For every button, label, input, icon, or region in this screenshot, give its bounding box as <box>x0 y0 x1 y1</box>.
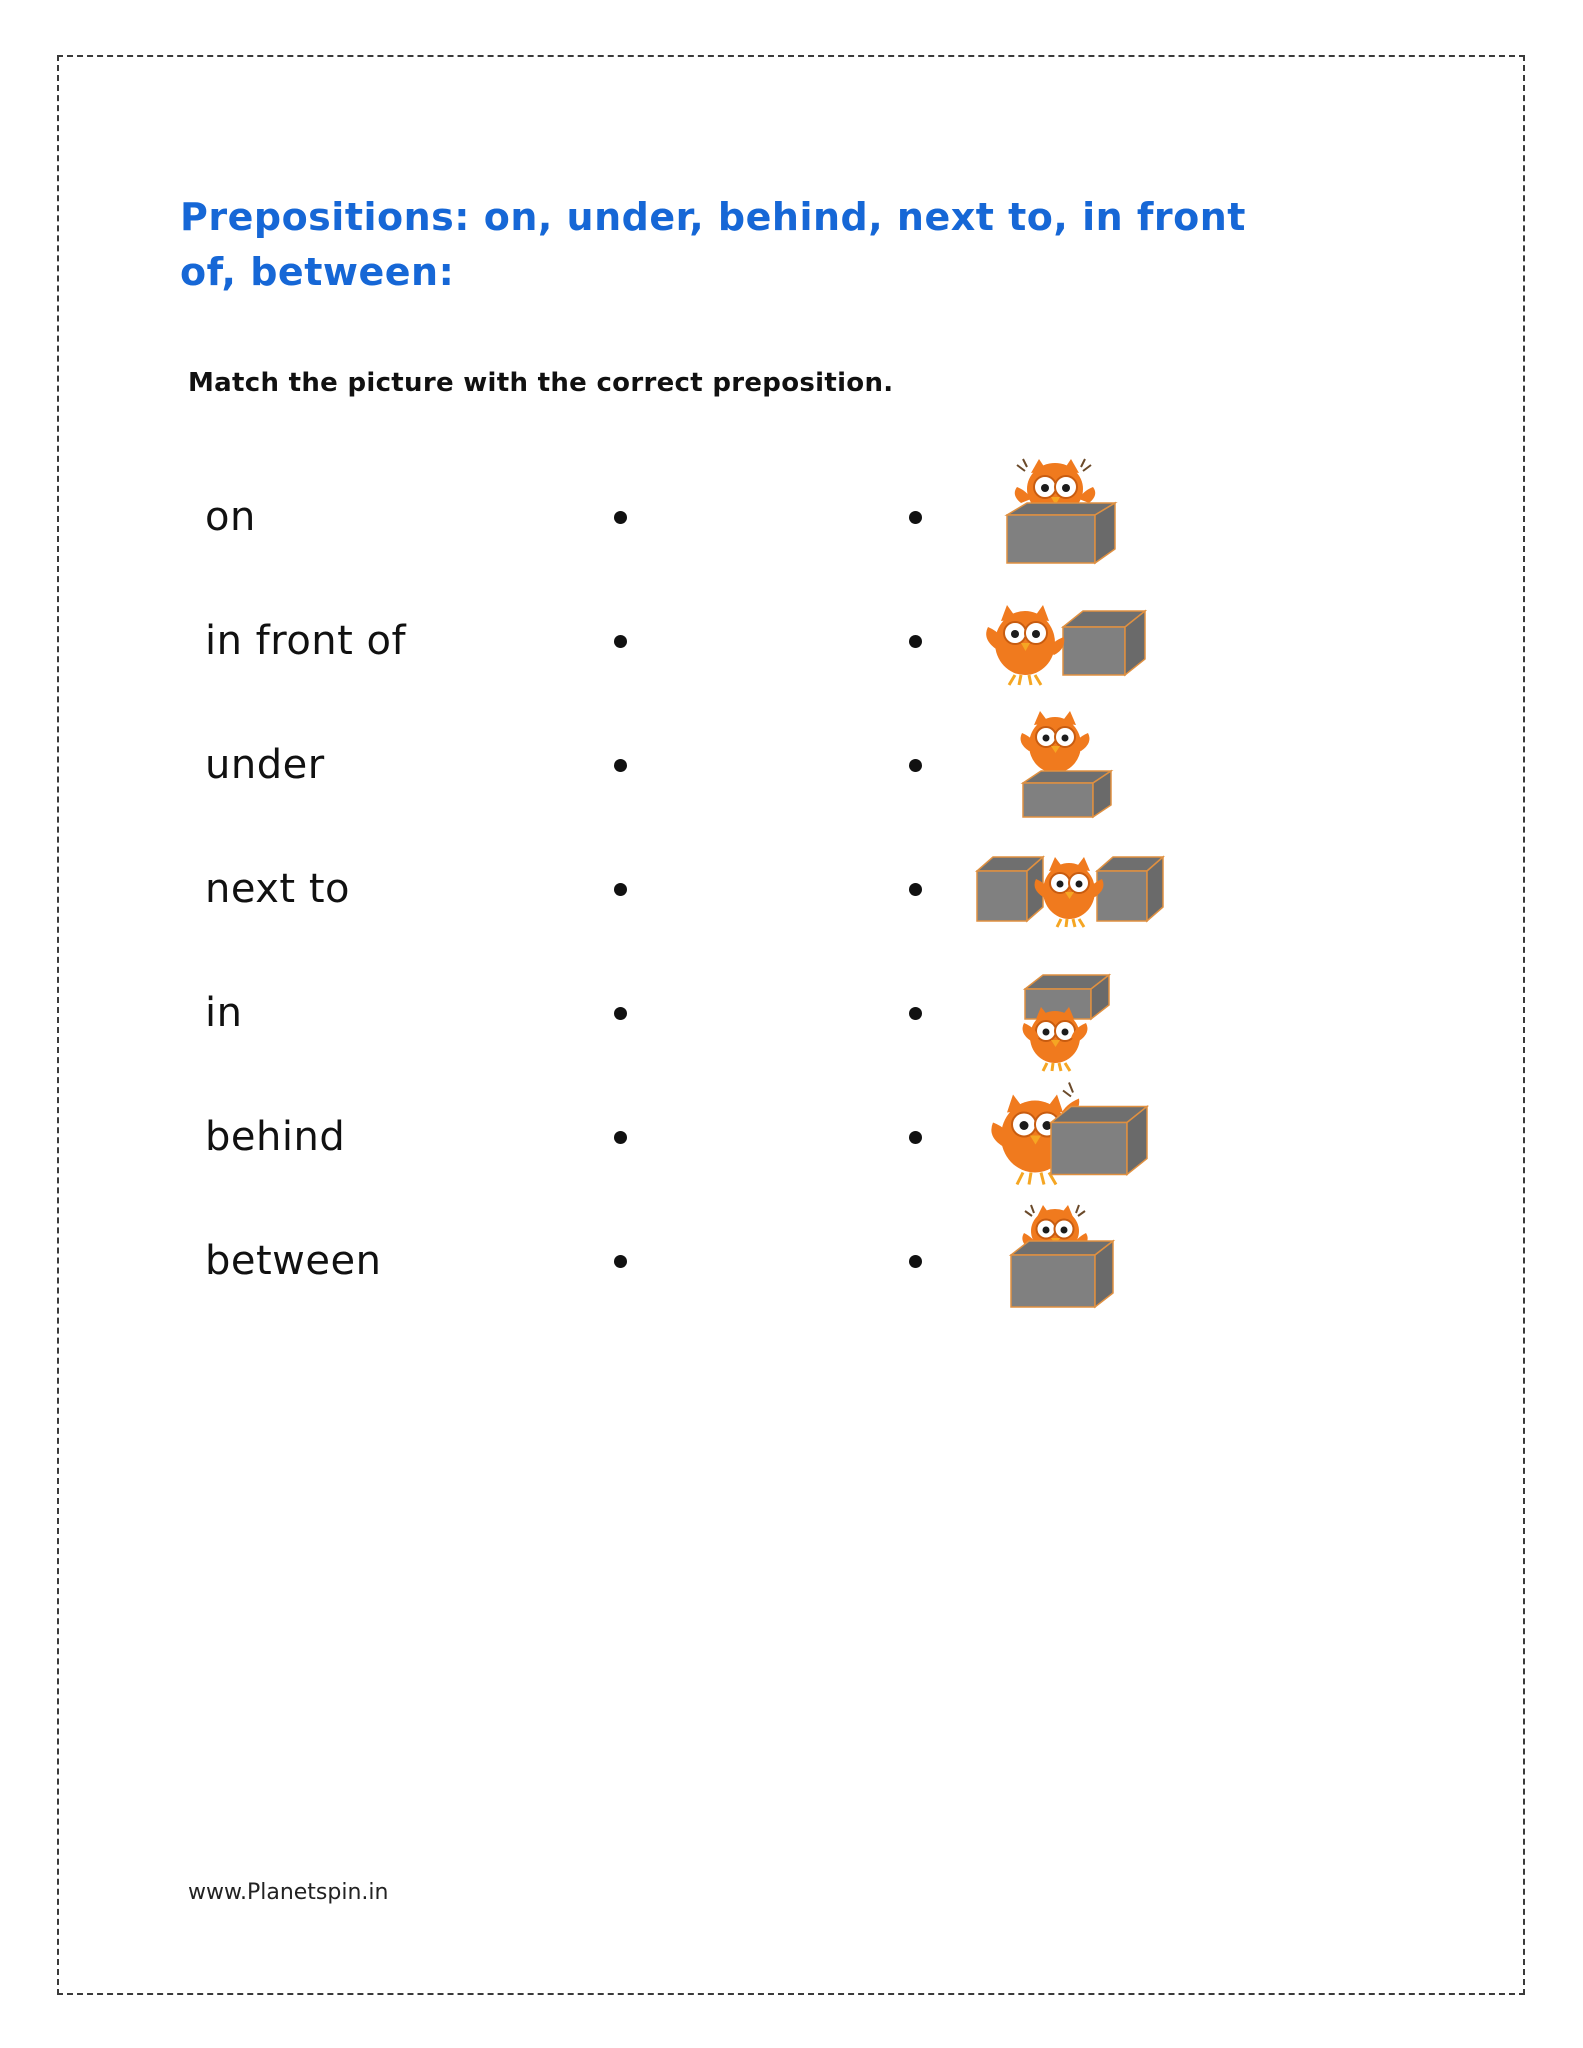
preposition-word: in <box>205 990 243 1036</box>
picture-owl-under-box <box>955 951 1235 1075</box>
match-dot-right[interactable] <box>875 511 955 524</box>
dot-icon <box>614 759 627 772</box>
owl-between-two-boxes-icon <box>955 829 1185 949</box>
match-dot-left[interactable] <box>580 635 660 648</box>
instruction-text: Match the picture with the correct preposition. <box>188 368 894 398</box>
dot-icon <box>614 635 627 648</box>
dot-icon <box>614 1131 627 1144</box>
preposition-word: behind <box>205 1114 346 1160</box>
match-dot-left[interactable] <box>580 1131 660 1144</box>
dot-icon <box>909 1007 922 1020</box>
owl-standing-on-box-icon <box>955 705 1155 825</box>
match-dot-right[interactable] <box>875 635 955 648</box>
dot-icon <box>614 1007 627 1020</box>
picture-owl-in-front-of-box <box>955 579 1235 703</box>
picture-owl-behind-box <box>955 1075 1235 1199</box>
dot-icon <box>909 1131 922 1144</box>
match-dot-left[interactable] <box>580 511 660 524</box>
match-row <box>180 951 1300 1075</box>
dot-icon <box>909 883 922 896</box>
page-title: Prepositions: on, under, behind, next to, in front of, between: <box>180 195 1246 295</box>
match-dot-right[interactable] <box>875 759 955 772</box>
picture-owl-inside-box-peeking <box>955 455 1235 579</box>
match-row <box>180 1199 1300 1323</box>
match-dot-left[interactable] <box>580 883 660 896</box>
match-row <box>180 1075 1300 1199</box>
preposition-word: in front of <box>205 618 407 664</box>
dot-icon <box>614 1255 627 1268</box>
match-row <box>180 455 1300 579</box>
preposition-word: on <box>205 494 256 540</box>
owl-behind-box-icon <box>955 1075 1170 1200</box>
dot-icon <box>909 511 922 524</box>
owl-in-box-icon <box>955 1201 1155 1321</box>
footer-url[interactable]: www.Planetspin.in <box>188 1880 389 1905</box>
match-dot-right[interactable] <box>875 1255 955 1268</box>
picture-owl-between-two-boxes <box>955 827 1235 951</box>
match-row <box>180 703 1300 827</box>
owl-in-front-of-box-icon <box>955 581 1165 701</box>
matching-exercise <box>180 455 1300 1655</box>
owl-inside-box-peeking-icon <box>955 457 1155 577</box>
match-dot-left[interactable] <box>580 759 660 772</box>
dot-icon <box>614 511 627 524</box>
match-dot-right[interactable] <box>875 883 955 896</box>
preposition-word: under <box>205 742 325 788</box>
dot-icon <box>909 1255 922 1268</box>
dot-icon <box>614 883 627 896</box>
dot-icon <box>909 759 922 772</box>
match-dot-right[interactable] <box>875 1007 955 1020</box>
preposition-word: between <box>205 1238 382 1284</box>
match-row <box>180 827 1300 951</box>
match-dot-left[interactable] <box>580 1007 660 1020</box>
match-dot-left[interactable] <box>580 1255 660 1268</box>
match-dot-right[interactable] <box>875 1131 955 1144</box>
picture-owl-in-box <box>955 1199 1235 1323</box>
dot-icon <box>909 635 922 648</box>
match-row <box>180 579 1300 703</box>
picture-owl-standing-on-box <box>955 703 1235 827</box>
preposition-word: next to <box>205 866 350 912</box>
owl-under-box-icon <box>955 953 1155 1073</box>
